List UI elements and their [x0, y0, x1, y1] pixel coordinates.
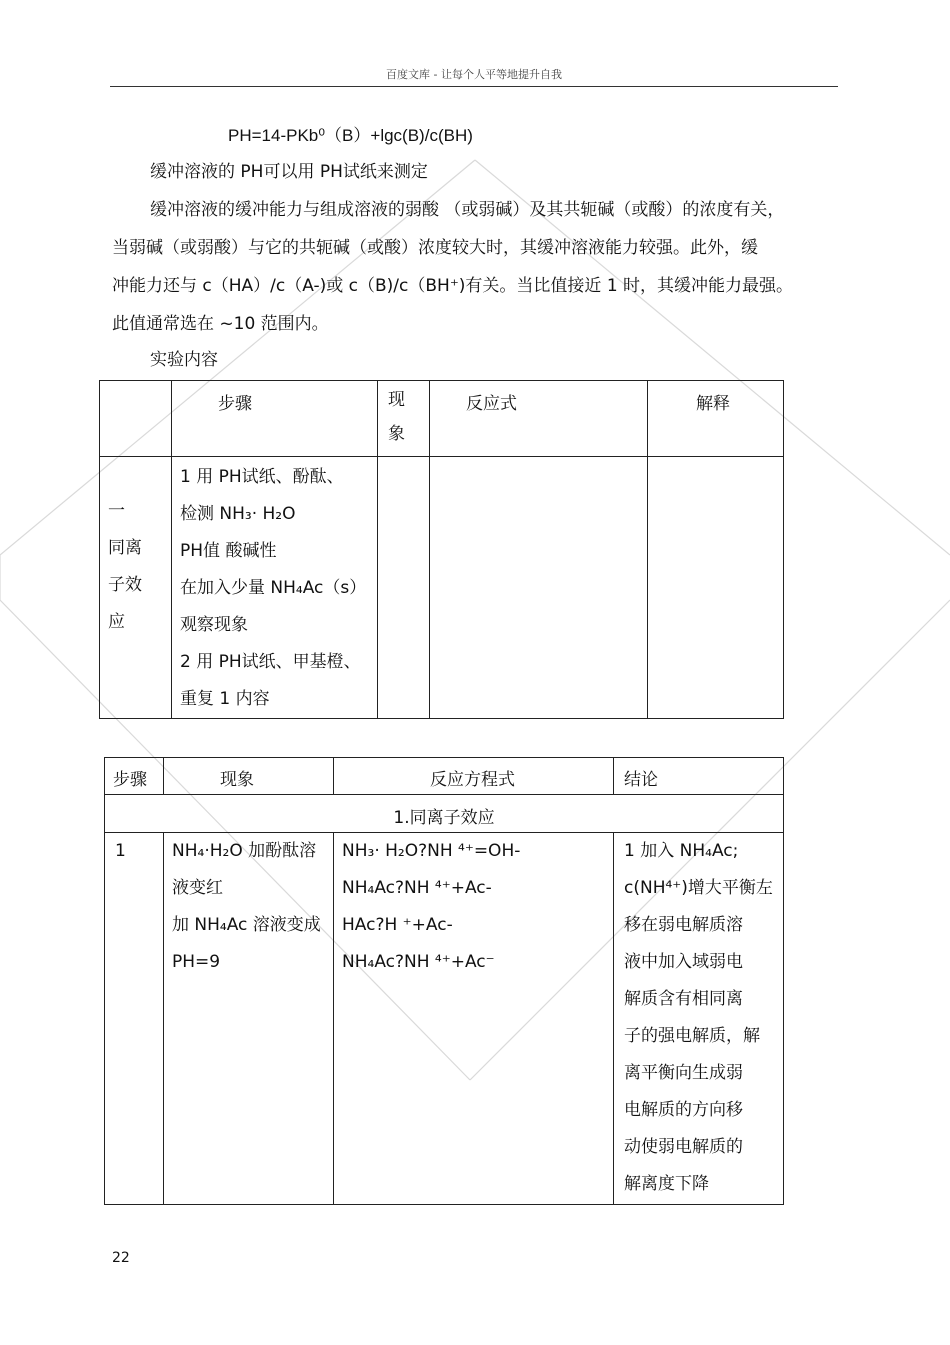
table2-conclusion-cell — [614, 833, 784, 1205]
step-line: PH值 酸碱性 — [180, 541, 277, 561]
conclusion-line: c(NH⁴⁺)增大平衡左 — [624, 878, 773, 898]
step-line: 在加入少量 NH₄Ac（s） — [180, 578, 367, 598]
table2-section-title: 1.同离子效应 — [105, 795, 784, 833]
equation-line: NH₄Ac?NH ⁴⁺+Ac- — [342, 878, 492, 898]
phenomenon-line: 液变红 — [172, 878, 223, 898]
phenomenon-line: PH=9 — [172, 952, 221, 972]
page-header: 百度文库 - 让每个人平等地提升自我 — [110, 66, 838, 87]
step-line: 2 用 PH试纸、甲基橙、 — [180, 652, 361, 672]
conclusion-line: 移在弱电解质溶 — [624, 915, 743, 935]
header-phenomenon-line: 现 — [388, 390, 405, 410]
table2-header-conclusion: 结论 — [614, 758, 784, 795]
equation-line: NH₄Ac?NH ⁴⁺+Ac⁻ — [342, 952, 495, 972]
step-line: 观察现象 — [180, 615, 248, 635]
row-label-line: 应 — [108, 612, 125, 632]
row-label-line: 同离 — [108, 538, 142, 558]
paragraph-buffer-4: 此值通常选在 ~10 范围内。 — [112, 314, 329, 334]
table2-header-equation: 反应方程式 — [334, 758, 614, 795]
conclusion-line: 1 加入 NH₄Ac; — [624, 841, 739, 861]
table2-header-phenomenon: 现象 — [164, 758, 334, 795]
table2-phenomenon-cell — [164, 833, 334, 1205]
phenomenon-line: 加 NH₄Ac 溶液变成 — [172, 915, 321, 935]
conclusion-line: 解质含有相同离 — [624, 989, 743, 1009]
equation-line: HAc?H ⁺+Ac- — [342, 915, 453, 935]
row-label-line: 子效 — [108, 575, 142, 595]
conclusion-line: 子的强电解质，解 — [624, 1026, 760, 1046]
table2-header-step: 步骤 — [105, 758, 164, 795]
table1-header-step: 步骤 — [172, 381, 378, 457]
conclusion-line: 动使弱电解质的 — [624, 1137, 743, 1157]
table1-header-phenomenon — [378, 381, 430, 457]
step-line: 重复 1 内容 — [180, 689, 270, 709]
table1-reaction-cell — [430, 457, 648, 719]
table1-steps-cell — [172, 457, 378, 719]
conclusion-line: 液中加入域弱电 — [624, 952, 743, 972]
paragraph-buffer-2: 当弱碱（或弱酸）与它的共轭碱（或酸）浓度较大时，其缓冲溶液能力较强。此外，缓 — [112, 238, 758, 258]
table1-header-explanation: 解释 — [648, 381, 784, 457]
table1-header-reaction: 反应式 — [430, 381, 648, 457]
row-label-line: 一 — [108, 501, 125, 521]
paragraph-ph-test: 缓冲溶液的 PH可以用 PH试纸来测定 — [150, 162, 428, 182]
conclusion-line: 解离度下降 — [624, 1174, 709, 1194]
table2-equation-cell — [334, 833, 614, 1205]
paragraph-buffer-3: 冲能力还与 c（HA）/c（A-)或 c（B)/c（BH⁺)有关。当比值接近 1 时，其缓冲能力最强。 — [112, 276, 794, 296]
table1-explanation-cell — [648, 457, 784, 719]
conclusion-line: 电解质的方向移 — [624, 1100, 743, 1120]
table2-step-cell: 1 — [105, 833, 164, 1205]
step-line: 检测 NH₃· H₂O — [180, 504, 296, 524]
header-phenomenon-line: 象 — [388, 424, 405, 444]
equation-line: NH₃· H₂O?NH ⁴⁺=OH- — [342, 841, 521, 861]
experiment-plan-table — [99, 380, 784, 719]
section-heading-experiment: 实验内容 — [150, 350, 218, 370]
table1-header-blank — [100, 381, 172, 457]
phenomenon-line: NH₄·H₂O 加酚酞溶 — [172, 841, 317, 861]
page-number: 22 — [112, 1250, 130, 1266]
formula-line: PH=14-PKb⁰（B）+lgc(B)/c(BH) — [228, 126, 473, 145]
experiment-results-table — [104, 757, 784, 1205]
conclusion-line: 离平衡向生成弱 — [624, 1063, 743, 1083]
paragraph-buffer-1: 缓冲溶液的缓冲能力与组成溶液的弱酸 （或弱碱）及其共轭碱（或酸）的浓度有关， — [150, 200, 785, 220]
step-line: 1 用 PH试纸、酚酞、 — [180, 467, 344, 487]
table1-phenomenon-cell — [378, 457, 430, 719]
table1-row-label — [100, 457, 172, 719]
